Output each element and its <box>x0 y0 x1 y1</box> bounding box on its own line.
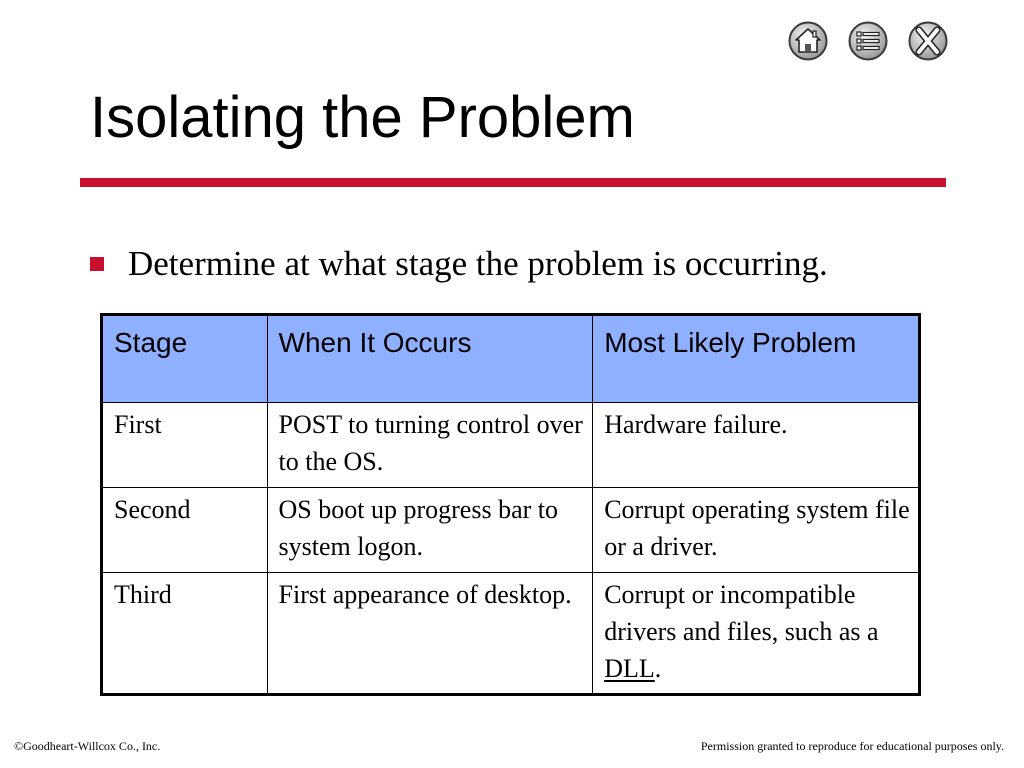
table-header-row <box>102 315 920 403</box>
dll-link[interactable]: DLL <box>604 654 655 683</box>
permission-footer: Permission granted to reproduce for educational purposes only. <box>700 739 1004 753</box>
problem-suffix: . <box>654 654 662 683</box>
bullet-marker <box>90 257 104 271</box>
home-icon <box>788 21 828 61</box>
table-row <box>102 573 920 695</box>
cell-problem: Hardware failure. <box>593 403 920 488</box>
header-when-it-occurs: When It Occurs <box>267 315 593 403</box>
menu-button[interactable] <box>848 21 888 61</box>
cell-when: POST to turning control over to the OS. <box>267 403 593 488</box>
table-row <box>102 488 920 573</box>
cell-when: First appearance of desktop. <box>267 573 593 695</box>
cell-when: OS boot up progress bar to system logon. <box>267 488 593 573</box>
navigation-buttons <box>788 21 950 63</box>
exit-button[interactable] <box>908 21 948 61</box>
cell-problem: Corrupt operating system file or a driver. <box>593 488 920 573</box>
problem-text: Corrupt or incompatible drivers and files, such as a <box>604 580 879 646</box>
list-icon <box>848 21 888 61</box>
close-icon <box>908 21 948 61</box>
stages-table <box>100 313 921 696</box>
cell-stage: Third <box>102 573 268 695</box>
page-title: Isolating the Problem <box>90 85 635 150</box>
cell-stage: First <box>102 403 268 488</box>
header-stage: Stage <box>102 315 268 403</box>
cell-problem <box>593 573 920 695</box>
bullet-text: Determine at what stage the problem is occurring. <box>128 244 828 283</box>
home-button[interactable] <box>788 21 828 61</box>
copyright-footer: ©Goodheart-Willcox Co., Inc. <box>14 739 161 753</box>
table-row <box>102 403 920 488</box>
title-divider <box>80 178 946 187</box>
cell-stage: Second <box>102 488 268 573</box>
header-most-likely-problem: Most Likely Problem <box>593 315 920 403</box>
